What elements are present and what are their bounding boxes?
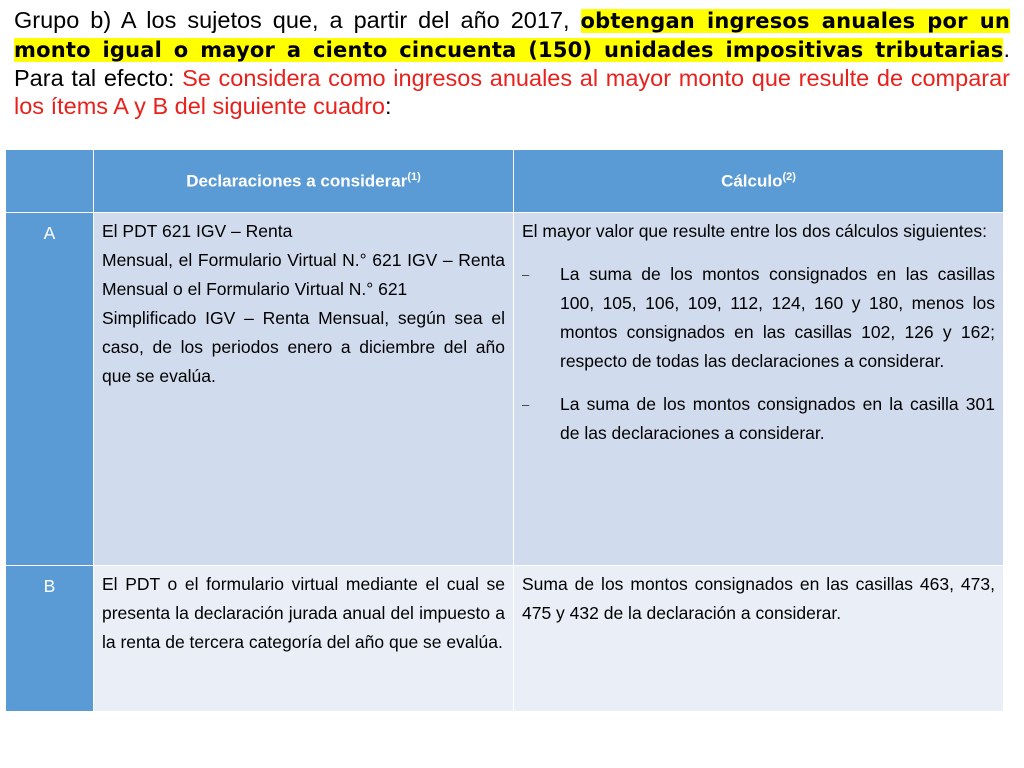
intro-end: : <box>385 93 392 119</box>
calc-a-intro: El mayor valor que resulte entre los dos cálculos siguientes: <box>522 221 987 241</box>
header-empty <box>6 150 94 213</box>
red-text: Se considera como ingresos anuales al mayor monto que resulte de comparar los ítems A y B del siguiente cuadro <box>14 65 1010 119</box>
declaration-a-line1: El PDT 621 IGV – Renta <box>102 221 293 241</box>
footnote-2: (2) <box>782 170 796 183</box>
calc-a-bullet-1-text: La suma de los montos consignados en las casillas 100, 105, 106, 109, 112, 124, 160 y 180, menos los montos consignados en las casillas 102, 126 y 162; respecto de todas las declaraciones a considerar. <box>560 264 995 371</box>
income-table <box>5 149 1004 712</box>
calculation-cell-b: Suma de los montos consignados en las casillas 463, 473, 475 y 432 de la declaración a considerar. <box>514 566 1004 712</box>
calc-a-bullet-2-text: La suma de los montos consignados en la casilla 301 de las declaraciones a considerar. <box>560 394 995 443</box>
dash-icon: – <box>522 267 530 282</box>
footnote-1: (1) <box>407 170 421 183</box>
dash-icon: – <box>522 397 530 412</box>
calculation-cell-a <box>514 213 1004 566</box>
declaration-cell-a <box>94 213 514 566</box>
intro-paragraph <box>14 6 1010 120</box>
intro-text: A los sujetos que, a partir del año 2017, <box>111 7 581 33</box>
declaration-a-line3: Simplificado IGV – Renta Mensual, según sea el caso, de los periodos enero a diciembre del año que se evalúa. <box>102 308 505 386</box>
declaration-a-line2: Mensual, el Formulario Virtual N.° 621 IGV – Renta Mensual o el Formulario Virtual N.° 621 <box>102 250 505 299</box>
intro-text-2: . Para tal efecto: <box>14 36 1010 91</box>
table-row-a <box>6 213 1004 566</box>
highlighted-text: obtengan ingresos anuales por un monto igual o mayor a ciento cincuenta (150) unidades impositivas tributarias <box>14 9 1010 62</box>
row-label-a: A <box>6 213 94 566</box>
declaration-cell-b: El PDT o el formulario virtual mediante el cual se presenta la declaración jurada anual del impuesto a la renta de tercera categoría del año que se evalúa. <box>94 566 514 712</box>
calc-a-bullet-1 <box>522 260 995 376</box>
table-header-row <box>6 150 1004 213</box>
calc-a-bullet-2 <box>522 390 995 448</box>
header-calculation-label: Cálculo <box>721 171 783 191</box>
header-declarations-label: Declaraciones a considerar <box>186 171 408 191</box>
table-row-b <box>6 566 1004 712</box>
intro-lead: Grupo b) <box>14 7 112 33</box>
header-declarations <box>94 150 514 213</box>
header-calculation <box>514 150 1004 213</box>
row-label-b: B <box>6 566 94 712</box>
